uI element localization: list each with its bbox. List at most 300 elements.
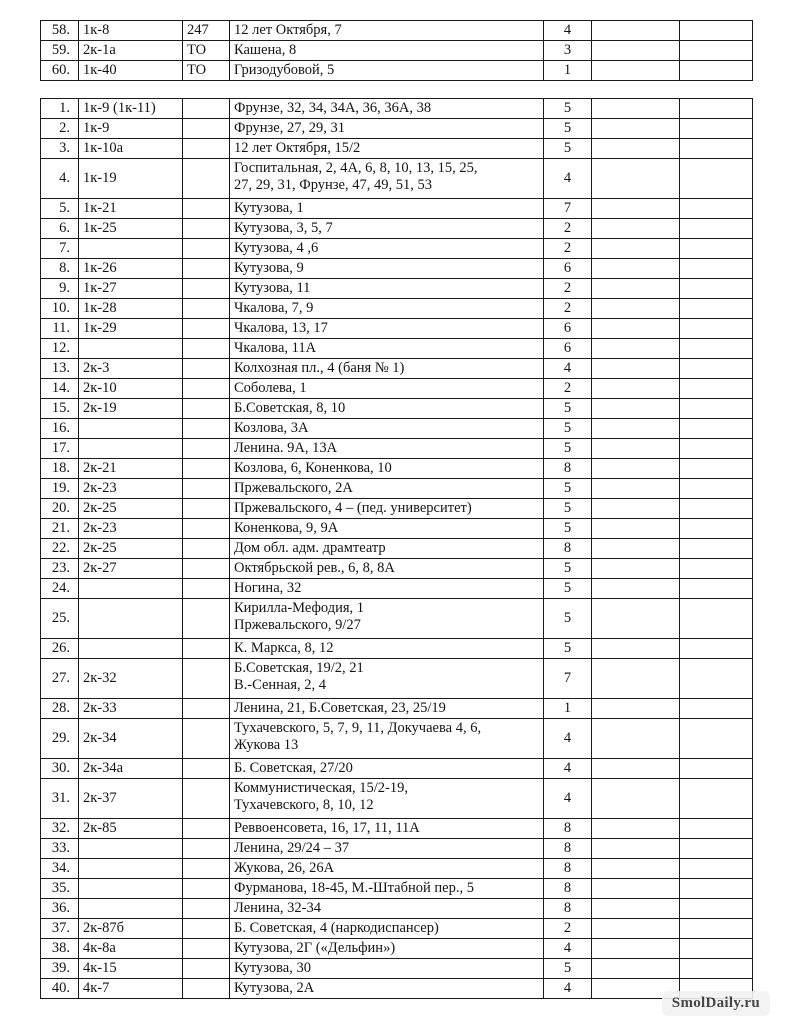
row-blank-2 xyxy=(680,899,753,919)
row-address xyxy=(230,259,544,279)
table-row xyxy=(41,539,753,559)
row-blank-2 xyxy=(680,319,753,339)
row-count: 4 xyxy=(544,21,592,41)
row-address xyxy=(230,199,544,219)
address-line: Реввоенсовета, 16, 17, 11, 11А xyxy=(234,820,420,836)
row-blank-1 xyxy=(592,479,680,499)
row-ref xyxy=(183,539,230,559)
row-code: 2к-87б xyxy=(79,919,183,939)
row-blank-1 xyxy=(592,959,680,979)
row-count: 5 xyxy=(544,639,592,659)
row-blank-2 xyxy=(680,139,753,159)
row-number: 5. xyxy=(41,199,79,219)
row-address xyxy=(230,819,544,839)
row-ref xyxy=(183,199,230,219)
table-row xyxy=(41,499,753,519)
row-ref xyxy=(183,819,230,839)
address-line: Фурманова, 18-45, М.-Штабной пер., 5 xyxy=(234,880,474,896)
table-row xyxy=(41,61,753,81)
row-number: 16. xyxy=(41,419,79,439)
address-line: Б.Советская, 8, 10 xyxy=(234,400,346,416)
row-code: 2к-3 xyxy=(79,359,183,379)
row-code xyxy=(79,239,183,259)
address-line: Чкалова, 7, 9 xyxy=(234,300,314,316)
row-ref xyxy=(183,779,230,819)
row-ref xyxy=(183,839,230,859)
row-ref xyxy=(183,99,230,119)
row-blank-2 xyxy=(680,239,753,259)
table-row xyxy=(41,359,753,379)
row-count: 8 xyxy=(544,819,592,839)
row-address xyxy=(230,159,544,199)
row-ref xyxy=(183,759,230,779)
table-row xyxy=(41,459,753,479)
row-blank-1 xyxy=(592,779,680,819)
row-blank-2 xyxy=(680,659,753,699)
row-count: 4 xyxy=(544,939,592,959)
table-row xyxy=(41,579,753,599)
row-number: 9. xyxy=(41,279,79,299)
row-code: 1к-19 xyxy=(79,159,183,199)
table-row xyxy=(41,599,753,639)
address-line: Чкалова, 11А xyxy=(234,340,317,356)
row-code: 2к-25 xyxy=(79,539,183,559)
row-code xyxy=(79,859,183,879)
row-ref: 247 xyxy=(183,21,230,41)
row-code: 1к-10а xyxy=(79,139,183,159)
row-address xyxy=(230,539,544,559)
row-blank-1 xyxy=(592,899,680,919)
row-blank-2 xyxy=(680,259,753,279)
row-blank-1 xyxy=(592,659,680,699)
row-blank-2 xyxy=(680,99,753,119)
row-blank-2 xyxy=(680,959,753,979)
row-code: 2к-23 xyxy=(79,479,183,499)
table-row xyxy=(41,139,753,159)
row-count: 4 xyxy=(544,779,592,819)
row-blank-1 xyxy=(592,299,680,319)
row-ref xyxy=(183,719,230,759)
row-count: 5 xyxy=(544,399,592,419)
row-address xyxy=(230,579,544,599)
address-line: Кутузова, 9 xyxy=(234,260,304,276)
row-blank-1 xyxy=(592,21,680,41)
row-code: 1к-27 xyxy=(79,279,183,299)
row-number: 33. xyxy=(41,839,79,859)
row-ref xyxy=(183,319,230,339)
row-ref xyxy=(183,119,230,139)
row-code: 2к-10 xyxy=(79,379,183,399)
row-blank-2 xyxy=(680,759,753,779)
row-address xyxy=(230,119,544,139)
row-code xyxy=(79,879,183,899)
address-line: Колхозная пл., 4 (баня № 1) xyxy=(234,360,405,376)
address-line: Жукова, 26, 26А xyxy=(234,860,335,876)
row-ref xyxy=(183,259,230,279)
row-ref xyxy=(183,379,230,399)
row-address xyxy=(230,659,544,699)
row-address xyxy=(230,419,544,439)
row-number: 37. xyxy=(41,919,79,939)
row-blank-1 xyxy=(592,259,680,279)
row-blank-1 xyxy=(592,399,680,419)
row-code xyxy=(79,339,183,359)
table-row xyxy=(41,259,753,279)
table-row xyxy=(41,879,753,899)
address-line: Кутузова, 11 xyxy=(234,280,311,296)
row-blank-2 xyxy=(680,439,753,459)
row-blank-2 xyxy=(680,479,753,499)
row-blank-2 xyxy=(680,41,753,61)
row-address xyxy=(230,499,544,519)
row-ref xyxy=(183,939,230,959)
row-ref xyxy=(183,479,230,499)
address-line: Ленина, 32-34 xyxy=(234,900,321,916)
row-code: 1к-29 xyxy=(79,319,183,339)
address-line: Фрунзе, 32, 34, 34А, 36, 36А, 38 xyxy=(234,100,432,116)
row-count: 5 xyxy=(544,519,592,539)
row-ref xyxy=(183,699,230,719)
row-count: 5 xyxy=(544,419,592,439)
row-ref xyxy=(183,879,230,899)
row-ref xyxy=(183,299,230,319)
row-number: 39. xyxy=(41,959,79,979)
row-number: 7. xyxy=(41,239,79,259)
row-blank-1 xyxy=(592,199,680,219)
row-blank-2 xyxy=(680,639,753,659)
row-number: 17. xyxy=(41,439,79,459)
row-count: 5 xyxy=(544,559,592,579)
row-count: 2 xyxy=(544,239,592,259)
row-blank-1 xyxy=(592,859,680,879)
row-count: 8 xyxy=(544,839,592,859)
row-blank-1 xyxy=(592,41,680,61)
address-line: Ленина, 21, Б.Советская, 23, 25/19 xyxy=(234,700,446,716)
address-line: Кашена, 8 xyxy=(234,42,297,58)
row-number: 6. xyxy=(41,219,79,239)
row-address xyxy=(230,219,544,239)
row-blank-2 xyxy=(680,119,753,139)
address-line: Б. Советская, 27/20 xyxy=(234,760,353,776)
row-count: 5 xyxy=(544,99,592,119)
row-code: 4к-7 xyxy=(79,979,183,999)
table-row xyxy=(41,41,753,61)
table-row xyxy=(41,859,753,879)
table-top xyxy=(40,20,753,81)
address-line: В.-Сенная, 2, 4 xyxy=(234,677,327,693)
row-ref xyxy=(183,139,230,159)
address-line: Б. Советская, 4 (наркодиспансер) xyxy=(234,920,439,936)
row-address xyxy=(230,859,544,879)
row-blank-1 xyxy=(592,219,680,239)
row-blank-2 xyxy=(680,61,753,81)
row-count: 8 xyxy=(544,879,592,899)
row-blank-1 xyxy=(592,599,680,639)
row-ref xyxy=(183,399,230,419)
table-row xyxy=(41,559,753,579)
row-ref xyxy=(183,499,230,519)
table-row xyxy=(41,719,753,759)
row-ref xyxy=(183,579,230,599)
row-number: 14. xyxy=(41,379,79,399)
row-code xyxy=(79,639,183,659)
row-number: 12. xyxy=(41,339,79,359)
address-line: Пржевальского, 9/27 xyxy=(234,617,361,633)
row-address xyxy=(230,439,544,459)
address-line: Ногина, 32 xyxy=(234,580,302,596)
row-count: 4 xyxy=(544,759,592,779)
address-line: Кутузова, 1 xyxy=(234,200,304,216)
row-blank-2 xyxy=(680,539,753,559)
row-blank-2 xyxy=(680,299,753,319)
row-blank-1 xyxy=(592,279,680,299)
table-row xyxy=(41,939,753,959)
row-ref xyxy=(183,279,230,299)
address-line: Тухачевского, 8, 10, 12 xyxy=(234,797,374,813)
row-ref xyxy=(183,959,230,979)
row-count: 8 xyxy=(544,899,592,919)
table-main xyxy=(40,98,753,999)
row-ref xyxy=(183,859,230,879)
row-number: 15. xyxy=(41,399,79,419)
row-address xyxy=(230,459,544,479)
row-blank-1 xyxy=(592,159,680,199)
row-number: 30. xyxy=(41,759,79,779)
row-code: 4к-15 xyxy=(79,959,183,979)
row-blank-1 xyxy=(592,499,680,519)
address-line: Кутузова, 2А xyxy=(234,980,315,996)
row-number: 34. xyxy=(41,859,79,879)
row-blank-2 xyxy=(680,819,753,839)
address-line: Соболева, 1 xyxy=(234,380,307,396)
row-address xyxy=(230,599,544,639)
row-ref xyxy=(183,339,230,359)
address-line: Коммунистическая, 15/2-19, xyxy=(234,780,409,796)
address-line: 12 лет Октября, 7 xyxy=(234,22,342,38)
row-blank-1 xyxy=(592,939,680,959)
row-address xyxy=(230,939,544,959)
row-count: 7 xyxy=(544,659,592,699)
row-count: 6 xyxy=(544,339,592,359)
watermark: SmolDaily.ru xyxy=(662,991,770,1016)
row-code: 2к-34 xyxy=(79,719,183,759)
row-number: 11. xyxy=(41,319,79,339)
row-address xyxy=(230,699,544,719)
row-blank-2 xyxy=(680,279,753,299)
row-blank-1 xyxy=(592,879,680,899)
row-code: 4к-8а xyxy=(79,939,183,959)
row-address xyxy=(230,479,544,499)
row-code xyxy=(79,599,183,639)
row-blank-1 xyxy=(592,459,680,479)
row-count: 3 xyxy=(544,41,592,61)
address-line: Козлова, 3А xyxy=(234,420,309,436)
row-blank-2 xyxy=(680,339,753,359)
table-row xyxy=(41,119,753,139)
row-number: 23. xyxy=(41,559,79,579)
row-blank-2 xyxy=(680,859,753,879)
row-code: 2к-25 xyxy=(79,499,183,519)
row-code: 2к-27 xyxy=(79,559,183,579)
row-code: 2к-37 xyxy=(79,779,183,819)
row-number: 21. xyxy=(41,519,79,539)
row-address xyxy=(230,99,544,119)
row-number: 8. xyxy=(41,259,79,279)
row-count: 2 xyxy=(544,219,592,239)
row-address xyxy=(230,339,544,359)
table-row xyxy=(41,519,753,539)
row-count: 4 xyxy=(544,979,592,999)
row-number: 24. xyxy=(41,579,79,599)
address-line: Ленина. 9А, 13А xyxy=(234,440,338,456)
row-blank-2 xyxy=(680,839,753,859)
row-code: 1к-28 xyxy=(79,299,183,319)
row-number: 25. xyxy=(41,599,79,639)
row-address xyxy=(230,21,544,41)
row-blank-1 xyxy=(592,639,680,659)
table-row xyxy=(41,279,753,299)
row-address xyxy=(230,559,544,579)
row-number: 22. xyxy=(41,539,79,559)
row-ref xyxy=(183,979,230,999)
row-ref xyxy=(183,519,230,539)
row-count: 8 xyxy=(544,459,592,479)
row-blank-2 xyxy=(680,599,753,639)
row-count: 8 xyxy=(544,859,592,879)
row-code xyxy=(79,839,183,859)
table-row xyxy=(41,979,753,999)
address-line: Фрунзе, 27, 29, 31 xyxy=(234,120,345,136)
row-count: 1 xyxy=(544,699,592,719)
row-address xyxy=(230,279,544,299)
address-line: Дом обл. адм. драмтеатр xyxy=(234,540,386,556)
row-blank-2 xyxy=(680,399,753,419)
row-blank-2 xyxy=(680,499,753,519)
table-row xyxy=(41,779,753,819)
row-number: 3. xyxy=(41,139,79,159)
table-row xyxy=(41,199,753,219)
table-row xyxy=(41,439,753,459)
address-line: Ленина, 29/24 – 37 xyxy=(234,840,350,856)
address-line: Кутузова, 3, 5, 7 xyxy=(234,220,333,236)
row-number: 58. xyxy=(41,21,79,41)
address-line: Пржевальского, 2А xyxy=(234,480,353,496)
row-blank-1 xyxy=(592,559,680,579)
row-blank-1 xyxy=(592,579,680,599)
address-line: Коненкова, 9, 9А xyxy=(234,520,339,536)
row-address xyxy=(230,399,544,419)
address-line: Пржевальского, 4 – (пед. университет) xyxy=(234,500,472,516)
row-blank-1 xyxy=(592,359,680,379)
row-count: 4 xyxy=(544,359,592,379)
row-blank-1 xyxy=(592,439,680,459)
row-number: 27. xyxy=(41,659,79,699)
row-code: 2к-21 xyxy=(79,459,183,479)
row-count: 5 xyxy=(544,959,592,979)
row-number: 31. xyxy=(41,779,79,819)
row-count: 7 xyxy=(544,199,592,219)
row-count: 5 xyxy=(544,119,592,139)
table-row xyxy=(41,479,753,499)
row-blank-1 xyxy=(592,539,680,559)
address-line: 12 лет Октября, 15/2 xyxy=(234,140,361,156)
row-blank-1 xyxy=(592,119,680,139)
row-number: 1. xyxy=(41,99,79,119)
table-row xyxy=(41,319,753,339)
row-number: 29. xyxy=(41,719,79,759)
address-line: Козлова, 6, Коненкова, 10 xyxy=(234,460,392,476)
row-blank-1 xyxy=(592,519,680,539)
address-line: Кутузова, 4 ,6 xyxy=(234,240,319,256)
row-number: 18. xyxy=(41,459,79,479)
row-blank-2 xyxy=(680,879,753,899)
row-ref xyxy=(183,359,230,379)
row-address xyxy=(230,379,544,399)
row-address xyxy=(230,61,544,81)
row-address xyxy=(230,359,544,379)
row-count: 4 xyxy=(544,159,592,199)
address-line: Госпитальная, 2, 4А, 6, 8, 10, 13, 15, 25, xyxy=(234,160,478,176)
row-blank-2 xyxy=(680,379,753,399)
row-code: 2к-33 xyxy=(79,699,183,719)
row-count: 5 xyxy=(544,439,592,459)
row-number: 20. xyxy=(41,499,79,519)
row-code: 1к-26 xyxy=(79,259,183,279)
row-number: 59. xyxy=(41,41,79,61)
row-count: 8 xyxy=(544,539,592,559)
address-line: Б.Советская, 19/2, 21 xyxy=(234,660,364,676)
address-line: Октябрьской рев., 6, 8, 8А xyxy=(234,560,395,576)
row-count: 5 xyxy=(544,499,592,519)
address-line: 27, 29, 31, Фрунзе, 47, 49, 51, 53 xyxy=(234,177,432,193)
row-address xyxy=(230,959,544,979)
row-count: 6 xyxy=(544,319,592,339)
row-blank-2 xyxy=(680,559,753,579)
row-blank-2 xyxy=(680,939,753,959)
row-code: 2к-19 xyxy=(79,399,183,419)
table-row xyxy=(41,819,753,839)
row-blank-2 xyxy=(680,419,753,439)
row-ref xyxy=(183,159,230,199)
row-ref xyxy=(183,219,230,239)
row-code: 1к-9 (1к-11) xyxy=(79,99,183,119)
row-ref xyxy=(183,899,230,919)
row-blank-2 xyxy=(680,719,753,759)
row-ref xyxy=(183,659,230,699)
row-code: 1к-25 xyxy=(79,219,183,239)
row-blank-2 xyxy=(680,779,753,819)
row-blank-2 xyxy=(680,219,753,239)
row-ref: ТО xyxy=(183,41,230,61)
row-code: 2к-34а xyxy=(79,759,183,779)
row-number: 35. xyxy=(41,879,79,899)
row-address xyxy=(230,779,544,819)
address-line: Кирилла-Мефодия, 1 xyxy=(234,600,365,616)
table-row xyxy=(41,159,753,199)
table-row xyxy=(41,659,753,699)
row-count: 5 xyxy=(544,599,592,639)
table-row xyxy=(41,339,753,359)
row-address xyxy=(230,239,544,259)
row-count: 5 xyxy=(544,579,592,599)
row-number: 26. xyxy=(41,639,79,659)
table-row xyxy=(41,399,753,419)
row-address xyxy=(230,919,544,939)
row-code xyxy=(79,899,183,919)
row-blank-1 xyxy=(592,719,680,759)
row-address xyxy=(230,899,544,919)
row-code: 1к-9 xyxy=(79,119,183,139)
